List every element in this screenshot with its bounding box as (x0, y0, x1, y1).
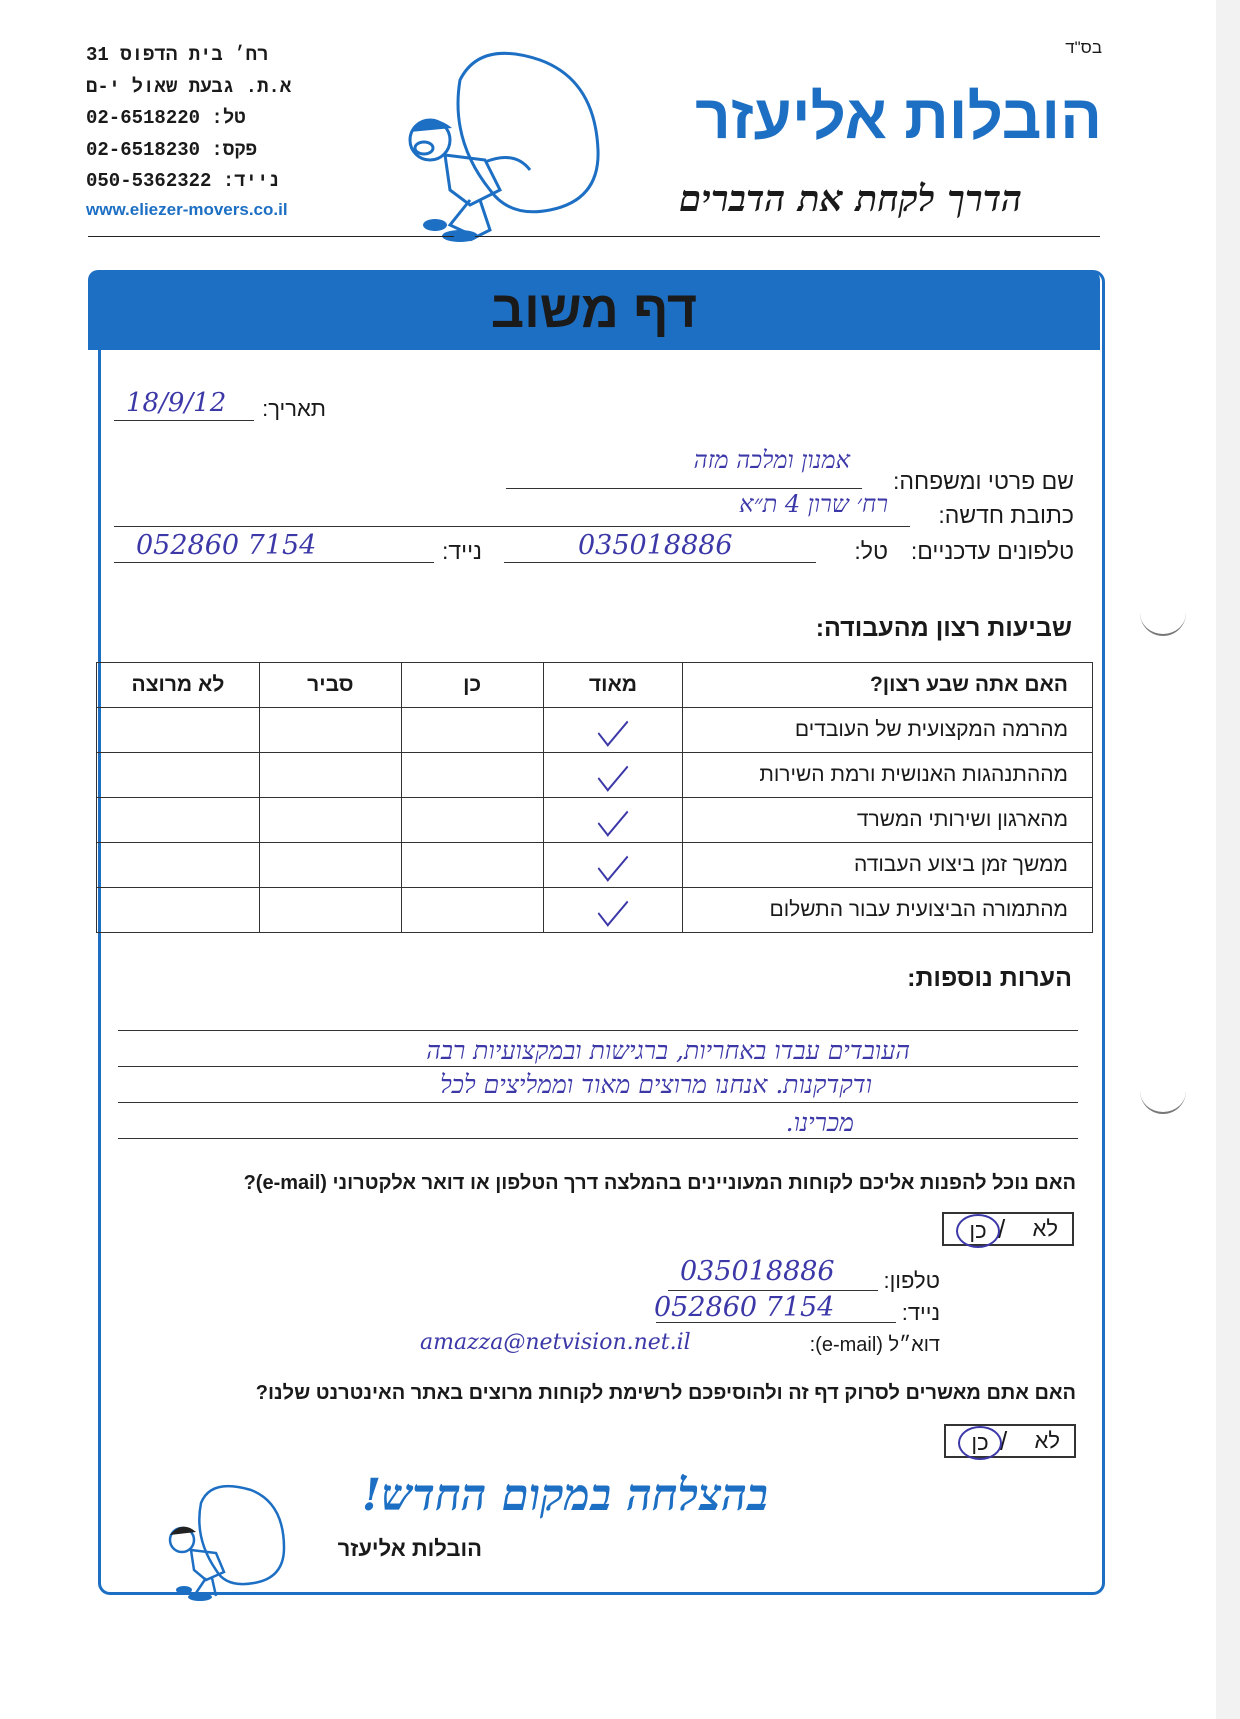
question-cell: מהארגון ושירותי המשרד (683, 798, 1093, 843)
contact-mobile-value[interactable]: 052860 7154 (654, 1292, 835, 1323)
scan-permission-question: האם אתם מאשרים לסרוק דף זה ולהוסיפכם לרשימת לקוחות מרוצים באתר האינטרנט שלנו? (255, 1382, 1076, 1404)
scan-yes-option-circled[interactable]: כן (958, 1426, 1002, 1460)
checkmark-icon (598, 799, 629, 836)
divider-slash: / (1000, 1426, 1008, 1456)
question-cell: מהרמה המקצועית של העובדים (683, 708, 1093, 753)
contact-phone-label: טלפון: (883, 1268, 940, 1293)
satisfaction-title: שביעות רצון מהעבודה: (815, 614, 1072, 642)
mover-mascot-logo-small (156, 1478, 286, 1603)
header-divider-left (88, 236, 454, 237)
question-cell: מהתמורה הביצועית עבור התשלום (683, 888, 1093, 933)
mobile-value[interactable]: 052860 7154 (136, 530, 317, 561)
date-label: תאריך: (262, 396, 326, 421)
phones-label: טלפונים עדכניים: (910, 538, 1074, 564)
notes-line (118, 1102, 1078, 1103)
question-cell: מההתנהגות האנושית ורמת השירות (683, 753, 1093, 798)
mobile-underline (114, 562, 434, 563)
rating-cell-not-satisfied[interactable] (97, 798, 260, 843)
rating-cell-not-satisfied[interactable] (97, 753, 260, 798)
checkmark-icon (598, 889, 629, 926)
rating-cell-not-satisfied[interactable] (97, 843, 260, 888)
rating-cell-yes[interactable] (401, 888, 543, 933)
contact-email-label: דוא״ל (e-mail): (809, 1334, 940, 1356)
binder-hole (1140, 1090, 1186, 1114)
tel-underline (504, 562, 816, 563)
new-address-value[interactable]: רח׳ שרון 4 ת״א (739, 490, 888, 518)
phone-line: טל: 02-6518220 (86, 107, 246, 129)
rating-cell-yes[interactable] (401, 843, 543, 888)
rating-cell-reasonable[interactable] (259, 753, 401, 798)
good-luck-message: בהצלחה במקום החדש! (361, 1470, 768, 1521)
rating-cell-yes[interactable] (401, 753, 543, 798)
rating-cell-yes[interactable] (401, 798, 543, 843)
date-value[interactable]: 18/9/12 (126, 388, 227, 418)
page-edge-shadow (1216, 0, 1240, 1719)
bsd-mark: בס"ד (1065, 38, 1102, 57)
notes-line (118, 1138, 1078, 1139)
checkmark-icon (598, 754, 629, 791)
tel-label: טל: (854, 538, 888, 564)
question-cell: ממשך זמן ביצוע העבודה (683, 843, 1093, 888)
scan-yes-no-box (944, 1424, 1076, 1458)
fax-line: פקס: 02-6518230 (86, 138, 258, 161)
rating-cell-very[interactable] (543, 708, 683, 753)
address-underline (114, 526, 910, 527)
name-underline (506, 488, 862, 489)
notes-text-line[interactable]: העובדים עבדו באחריות, ברגישות ובמקצועיות רבה (426, 1036, 910, 1065)
notes-line (118, 1066, 1078, 1067)
address-line: א.ת. גבעת שאול י-ם (86, 75, 292, 98)
table-row (97, 888, 1093, 933)
contact-mobile-label: נייד: (901, 1300, 940, 1325)
contact-email-value[interactable]: amazza@netvision.net.il (420, 1330, 691, 1355)
scan-no-option[interactable]: לא (1034, 1428, 1060, 1453)
contact-phone-underline (668, 1290, 878, 1291)
rating-cell-not-satisfied[interactable] (97, 708, 260, 753)
new-address-label: כתובת חדשה: (938, 502, 1074, 528)
checkmark-icon (598, 844, 629, 881)
notes-text-line[interactable]: ודקדקנות. אנחנו מרוצים מאוד וממליצים לכל (440, 1070, 872, 1099)
table-header-row (97, 663, 1093, 708)
binder-hole (1140, 612, 1186, 636)
contact-yes-no-box (942, 1212, 1074, 1246)
column-header-very: מאוד (543, 663, 683, 708)
rating-cell-reasonable[interactable] (259, 798, 401, 843)
footer-company-name: הובלות אליעזר (337, 1536, 482, 1561)
notes-line (118, 1030, 1078, 1031)
header-divider-right (475, 236, 1100, 237)
notes-title: הערות נוספות: (907, 964, 1072, 992)
column-header-question: האם אתה שבע רצון? (683, 663, 1093, 708)
website-link[interactable]: www.eliezer-movers.co.il (86, 200, 288, 219)
rating-cell-reasonable[interactable] (259, 843, 401, 888)
notes-text-line[interactable]: מכרינו. (785, 1108, 854, 1137)
name-label: שם פרטי ומשפחה: (893, 468, 1074, 494)
tel-value[interactable]: 035018886 (578, 530, 733, 561)
form-title: דף משוב (490, 281, 698, 339)
table-row (97, 798, 1093, 843)
column-header-reasonable: סביר (259, 663, 401, 708)
date-underline (114, 420, 254, 421)
contact-yes-option-circled[interactable]: כן (956, 1214, 1000, 1248)
rating-cell-very[interactable] (543, 888, 683, 933)
address-line: רח׳ בית הדפוס 31 (86, 44, 269, 66)
contact-permission-question: האם נוכל להפנות אליכם לקוחות המעוניינים בהמלצה דרך הטלפון או דואר אלקטרוני (e-mail)? (243, 1172, 1076, 1194)
company-slogan: הדרך לקחת את הדברים (678, 178, 1022, 220)
checkmark-icon (598, 709, 629, 746)
mobile-line: נייד: 050-5362322 (86, 170, 280, 192)
mover-mascot-logo (390, 40, 610, 245)
satisfaction-table (96, 662, 1093, 933)
column-header-yes: כן (401, 663, 543, 708)
rating-cell-yes[interactable] (401, 708, 543, 753)
contact-no-option[interactable]: לא (1032, 1216, 1058, 1241)
rating-cell-reasonable[interactable] (259, 708, 401, 753)
divider-slash: / (998, 1214, 1006, 1244)
mobile-label: נייד: (441, 538, 482, 564)
company-name: הובלות אליעזר (695, 83, 1102, 152)
column-header-not-satisfied: לא מרוצה (97, 663, 260, 708)
rating-cell-very[interactable] (543, 753, 683, 798)
rating-cell-very[interactable] (543, 798, 683, 843)
company-address-block (86, 40, 316, 198)
rating-cell-reasonable[interactable] (259, 888, 401, 933)
table-row (97, 753, 1093, 798)
rating-cell-very[interactable] (543, 843, 683, 888)
contact-phone-value[interactable]: 035018886 (680, 1256, 835, 1287)
table-row (97, 843, 1093, 888)
rating-cell-not-satisfied[interactable] (97, 888, 260, 933)
name-value[interactable]: אמנון ומלכה מזה (693, 446, 850, 474)
table-row (97, 708, 1093, 753)
